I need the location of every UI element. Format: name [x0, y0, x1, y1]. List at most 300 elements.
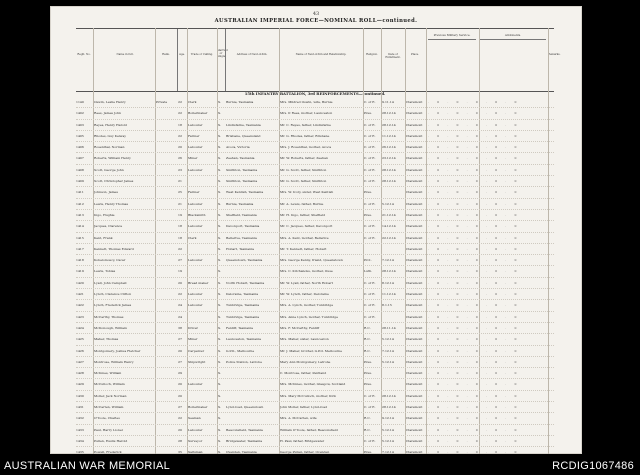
group-header-allotments: Allotments.: [480, 33, 546, 40]
cell-age: 18: [178, 224, 182, 229]
cell-date: 9.12.14: [382, 416, 394, 421]
cell-num: 1426: [76, 348, 84, 353]
cell-num: 1417: [76, 246, 84, 251]
table-row: [76, 255, 554, 266]
cell-nok: Mr. G. Scott, father, Smithton: [280, 179, 327, 184]
cell-address: Ovenden, Tasmania: [226, 450, 257, 454]
cell-num: 1409: [76, 179, 84, 184]
table-row: [76, 391, 554, 402]
cell-trade: Surveyor: [188, 438, 203, 443]
cell-religion: R.C.: [364, 427, 371, 432]
cell-religion: R.C.: [364, 325, 371, 330]
cell-name: Ingo, Hughie: [94, 212, 115, 217]
cell-place: Claremont: [406, 224, 423, 229]
cell-address: Launceston, Tasmania: [226, 337, 261, 342]
cell-age: 20: [178, 427, 182, 432]
cell-nok: John Moller, father, Lynd-road: [280, 405, 328, 410]
cell-num: 1422: [76, 303, 84, 308]
col-header-address: Address of Next-of-Kin.: [236, 53, 268, 56]
table-row: [76, 153, 554, 164]
cell-num: 1405: [76, 133, 84, 138]
cell-age: 22: [178, 111, 182, 116]
cell-service-marks: · 0 · 0 · 0 · 0 · 0: [428, 280, 521, 285]
cell-num: 1408: [76, 167, 84, 172]
col-header-age: Age.: [179, 53, 185, 56]
cell-age: 24: [178, 314, 182, 319]
cell-name: Montgomery, Joshua Fletcher: [94, 348, 141, 353]
cell-nok: Mrs. McInnes, mother, Glasgow, Scotland: [280, 382, 346, 387]
cell-address: Lynd-road, Queenstown: [226, 405, 264, 410]
cell-name: Rhodes, Guy Kelway: [94, 133, 127, 138]
unit-heading: 15th INFANTRY BATTALION, 3rd REINFORCEMENTS—continued.: [244, 91, 386, 96]
table-row: [76, 425, 554, 436]
cell-num: 1435: [76, 450, 84, 454]
table-row: [76, 266, 554, 277]
footer-record-id: RCDIG1067486: [552, 460, 634, 472]
cell-age: 26: [178, 156, 182, 161]
cell-place: Claremont: [406, 190, 423, 195]
cell-trade: Farmer: [188, 190, 200, 195]
cell-rank: Private: [156, 100, 168, 104]
cell-married: S.: [218, 337, 221, 342]
cell-religion: Pres.: [364, 371, 372, 376]
cell-religion: C. of E.: [364, 280, 376, 285]
cell-service-marks: · 0 · 0 · 0 · 0 · 0: [428, 450, 521, 454]
cell-trade: Driver: [188, 325, 199, 330]
cell-trade: Farmer: [188, 133, 200, 138]
cell-place: Claremont: [406, 258, 423, 263]
cell-name: McCulloch, William: [94, 382, 125, 387]
document-page: [50, 6, 582, 454]
cell-num: 1433: [76, 427, 84, 432]
cell-nok: Mr. W. Roberts, father, Zeehan: [280, 156, 328, 161]
cell-place: Claremont: [406, 348, 423, 353]
cell-married: S.: [218, 145, 221, 150]
cell-nok: Mrs. A. Kent, mother, Bellerive: [280, 235, 329, 240]
cell-name: Rosenthal, Norman: [94, 145, 125, 150]
cell-place: Claremont: [406, 337, 423, 342]
cell-trade: Labourer: [188, 303, 203, 308]
cell-name: Lewis, Tobias: [94, 269, 116, 274]
cell-num: 1411: [76, 190, 84, 195]
nominal-roll-table: [76, 97, 554, 454]
cell-religion: Pres.: [364, 190, 372, 195]
cell-service-marks: · 0 · 0 · 0 · 0 · 0: [428, 427, 521, 432]
cell-married: S.: [218, 438, 221, 443]
cell-age: 20: [178, 382, 182, 387]
cell-num: 1402: [76, 111, 84, 116]
col-header-rank: Rank.: [162, 53, 170, 56]
cell-married: S.: [218, 224, 221, 229]
cell-name: Johnson, James: [94, 190, 118, 195]
cell-married: S.: [218, 292, 221, 297]
cell-service-marks: · 0 · 0 · 0 · 0 · 0: [428, 122, 521, 127]
cell-num: 1414: [76, 224, 84, 229]
col-header-married: Married or Single.: [217, 49, 228, 59]
cell-name: Reyes, Henry Harold: [94, 122, 127, 127]
cell-place: Claremont: [406, 133, 423, 138]
cell-nok: Mrs. Mildred Oswin, wife, Burnie: [280, 100, 333, 104]
cell-date: 28.12.14: [382, 122, 396, 127]
cell-service-marks: · 0 · 0 · 0 · 0 · 0: [428, 100, 521, 104]
cell-name: McDonough, William: [94, 325, 127, 330]
col-header-date: Date of Enlistment.: [385, 53, 401, 60]
cell-address: Queenstown, Tasmania: [226, 258, 263, 263]
cell-nok: Mr. W. Lynch, father, Deloraine: [280, 292, 329, 297]
cell-date: 5.12.14: [382, 201, 394, 206]
cell-service-marks: · 0 · 0 · 0 · 0 · 0: [428, 156, 521, 161]
cell-age: 24: [178, 303, 182, 308]
cell-age: 18: [178, 122, 182, 127]
table-row: [76, 221, 554, 232]
cell-date: 28.12.14: [382, 167, 396, 172]
cell-place: Claremont: [406, 269, 423, 274]
cell-service-marks: · 0 · 0 · 0 · 0 · 0: [428, 235, 521, 240]
table-row: [76, 413, 554, 424]
cell-religion: C. of E.: [364, 122, 376, 127]
cell-age: 22: [178, 100, 182, 104]
cell-religion: Pres.: [364, 212, 372, 217]
cell-service-marks: · 0 · 0 · 0 · 0 · 0: [428, 145, 521, 150]
cell-religion: Pres.: [364, 111, 372, 116]
cell-address: Bellerive, Tasmania: [226, 235, 257, 240]
cell-nok: Mr. J. Maher, brother, G.P.O. Melbourne: [280, 348, 342, 353]
cell-nok: William O'Toole, father, Beaconsfield: [280, 427, 338, 432]
cell-religion: R.C.: [364, 348, 371, 353]
cell-num: 1423: [76, 314, 84, 319]
cell-address: Tunbridge, Tasmania: [226, 314, 260, 319]
footer-bar: [0, 457, 640, 475]
cell-address: Hobart, Tasmania: [226, 246, 254, 251]
cell-num: 1412: [76, 201, 84, 206]
cell-age: 28: [178, 438, 182, 443]
cell-date: 14.12.14: [382, 224, 396, 229]
cell-place: Claremont: [406, 111, 423, 116]
cell-age: 20: [178, 145, 182, 150]
cell-num: 1421: [76, 292, 84, 297]
cell-nok: Mr. A. Lewis, father, Burnie: [280, 201, 324, 206]
cell-date: 26.12.14: [382, 145, 396, 150]
cell-address: G.P.O., Melbourne: [226, 348, 255, 353]
cell-service-marks: · 0 · 0 · 0 · 0 · 0: [428, 359, 521, 364]
cell-nok: Mrs. A. Lynch, mother, Tunbridge: [280, 303, 334, 308]
table-row: [76, 436, 554, 447]
cell-date: 28.12.14: [382, 393, 396, 398]
cell-place: Claremont: [406, 280, 423, 285]
cell-num: 1434: [76, 438, 84, 443]
cell-service-marks: · 0 · 0 · 0 · 0 · 0: [428, 201, 521, 206]
table-row: [76, 120, 554, 131]
cell-service-marks: · 0 · 0 · 0 · 0 · 0: [428, 348, 521, 353]
table-row: [76, 142, 554, 153]
cell-service-marks: · 0 · 0 · 0 · 0 · 0: [428, 111, 521, 116]
cell-trade: Clerk: [188, 235, 197, 240]
cell-place: Claremont: [406, 450, 423, 454]
cell-trade: Saltsman: [188, 450, 203, 454]
cell-place: Claremont: [406, 405, 423, 410]
cell-place: Claremont: [406, 382, 423, 387]
cell-religion: C. of E.: [364, 438, 376, 443]
cell-married: S.: [218, 133, 221, 138]
cell-nok: Mrs. A. McCarten, wife: [280, 416, 317, 421]
cell-num: 1431: [76, 405, 84, 410]
cell-address: Beaconsfield, Tasmania: [226, 427, 263, 432]
cell-date: 7.12.14: [382, 258, 394, 263]
cell-address: Zeehan, Tasmania: [226, 156, 255, 161]
cell-married: S.: [218, 156, 221, 161]
cell-married: S.: [218, 450, 221, 454]
cell-date: 5.12.14: [382, 438, 394, 443]
cell-service-marks: · 0 · 0 · 0 · 0 · 0: [428, 393, 521, 398]
cell-date: 5.12.14: [382, 427, 394, 432]
cell-place: Claremont: [406, 438, 423, 443]
cell-date: 8.12.14: [382, 280, 394, 285]
cell-trade: Clerk: [188, 100, 197, 104]
cell-nok: Mr. T. Kennett, father, Hobart: [280, 246, 327, 251]
cell-service-marks: · 0 · 0 · 0 · 0 · 0: [428, 325, 521, 330]
cell-service-marks: · 0 · 0 · 0 · 0 · 0: [428, 438, 521, 443]
cell-nok: Mr. C. Reyes, father, Lindisfarne: [280, 122, 331, 127]
cell-date: 8.1.15: [382, 303, 392, 308]
cell-service-marks: · 0 · 0 · 0 · 0 · 0: [428, 212, 521, 217]
cell-service-marks: · 0 · 0 · 0 · 0 · 0: [428, 292, 521, 297]
cell-age: 22: [178, 292, 182, 297]
cell-trade: Labourer: [188, 382, 203, 387]
cell-married: S.: [218, 393, 221, 398]
cell-place: Claremont: [406, 325, 423, 330]
cell-religion: C. of E.: [364, 224, 376, 229]
cell-address: Police Station, Latrobe: [226, 359, 262, 364]
cell-date: 11.12.14: [382, 133, 396, 138]
table-row: [76, 97, 554, 108]
cell-service-marks: · 0 · 0 · 0 · 0 · 0: [428, 303, 521, 308]
table-row: [76, 131, 554, 142]
cell-service-marks: · 0 · 0 · 0 · 0 · 0: [428, 269, 521, 274]
cell-address: Sheffield, Tasmania: [226, 212, 257, 217]
cell-date: 7.12.14: [382, 450, 394, 454]
cell-date: 22.12.14: [382, 235, 396, 240]
cell-date: 5.12.14: [382, 359, 394, 364]
cell-age: 27: [178, 405, 182, 410]
cell-name: Kennett, Thomas Edward: [94, 246, 134, 251]
cell-name: Roberts, William Henry: [94, 156, 131, 161]
cell-married: S.: [218, 405, 221, 410]
cell-religion: Pres.: [364, 450, 372, 454]
cell-trade: Labourer: [188, 427, 203, 432]
cell-religion: Pres.: [364, 382, 372, 387]
cell-num: 1424: [76, 325, 84, 330]
col-header-name: Name in full.: [116, 53, 134, 56]
cell-trade: Carpenter: [188, 348, 205, 353]
cell-religion: Pres.: [364, 359, 372, 364]
cell-address: Smithton, Tasmania: [226, 167, 258, 172]
cell-name: Jacques, Clarence: [94, 224, 123, 229]
cell-num: 1428: [76, 371, 84, 376]
col-header-num: Regtl. No.: [77, 53, 91, 56]
cell-age: 29: [178, 371, 182, 376]
cell-address: Bridgewater, Tasmania: [226, 438, 263, 443]
cell-trade: Seaman: [188, 416, 201, 421]
cell-religion: R.C.: [364, 337, 371, 342]
cell-place: Claremont: [406, 292, 423, 297]
cell-religion: C. of E.: [364, 201, 376, 206]
cell-age: 20: [178, 393, 182, 398]
cell-place: Claremont: [406, 122, 423, 127]
cell-trade: Miner: [188, 156, 198, 161]
cell-nok: Mr. H. Ingo, father, Sheffield: [280, 212, 326, 217]
cell-address: Deloraine, Tasmania: [226, 292, 259, 297]
cell-religion: R.C.: [364, 416, 371, 421]
cell-service-marks: · 0 · 0 · 0 · 0 · 0: [428, 382, 521, 387]
cell-name: Lynch, Clarence Clifton: [94, 292, 132, 297]
cell-nok: Mrs. J. Rosenthal, mother, Avoca: [280, 145, 332, 150]
cell-married: S.: [218, 416, 221, 421]
table-row: [76, 289, 554, 300]
table-row: [76, 244, 554, 255]
cell-religion: C. of E.: [364, 133, 376, 138]
cell-religion: C. of E.: [364, 405, 376, 410]
cell-name: Oswin, Leslie Henry: [94, 100, 126, 104]
table-row: [76, 312, 554, 323]
cell-date: 21.12.14: [382, 212, 396, 217]
cell-married: S.: [218, 427, 221, 432]
table-row: [76, 346, 554, 357]
cell-date: 28.12.14: [382, 269, 396, 274]
cell-nok: Mr. W. Lyall, father, North Hobart: [280, 280, 333, 285]
cell-name: O'Toole, Charles: [94, 416, 120, 421]
table-row: [76, 233, 554, 244]
cell-married: S.: [218, 303, 221, 308]
cell-age: 22: [178, 416, 182, 421]
cell-age: 35: [178, 450, 182, 454]
cell-date: 5.12.14: [382, 337, 394, 342]
cell-service-marks: · 0 · 0 · 0 · 0 · 0: [428, 405, 521, 410]
cell-service-marks: · 0 · 0 · 0 · 0 · 0: [428, 179, 521, 184]
cell-service-marks: · 0 · 0 · 0 · 0 · 0: [428, 258, 521, 263]
cell-religion: C. of E.: [364, 235, 376, 240]
cell-age: 22: [178, 246, 182, 251]
cell-service-marks: · 0 · 0 · 0 · 0 · 0: [428, 167, 521, 172]
cell-num: 1419: [76, 269, 84, 274]
cell-place: Claremont: [406, 359, 423, 364]
cell-place: Claremont: [406, 393, 423, 398]
cell-num: 1140: [76, 100, 84, 104]
cell-service-marks: · 0 · 0 · 0 · 0 · 0: [428, 224, 521, 229]
cell-address: North Hobart, Tasmania: [226, 280, 265, 285]
cell-married: S.: [218, 235, 221, 240]
col-header-trade: Trade or Calling.: [190, 53, 214, 56]
cell-married: S.: [218, 122, 221, 127]
cell-religion: C. of E.: [364, 179, 376, 184]
page-title: AUSTRALIAN IMPERIAL FORCE—NOMINAL ROLL—continued.: [214, 18, 418, 24]
cell-place: Claremont: [406, 427, 423, 432]
cell-married: S.: [218, 190, 221, 195]
cell-address: Avoca, Victoria: [226, 145, 250, 150]
cell-nok: George Pullen, father, Ovenden: [280, 450, 330, 454]
cell-trade: Labourer: [188, 292, 203, 297]
cell-nok: Mr. C. Jacques, father, Devonport: [280, 224, 333, 229]
cell-name: Maher, Thomas: [94, 337, 119, 342]
table-row: [76, 323, 554, 334]
table-row: [76, 210, 554, 221]
table-row: [76, 334, 554, 345]
cell-date: 23.12.14: [382, 156, 396, 161]
cell-service-marks: · 0 · 0 · 0 · 0 · 0: [428, 371, 521, 376]
cell-num: 1430: [76, 393, 84, 398]
cell-date: 28.12.14: [382, 179, 396, 184]
cell-address: Tunbridge, Tasmania: [226, 303, 260, 308]
table-header: [76, 28, 561, 92]
cell-num: 1406: [76, 145, 84, 150]
cell-place: Claremont: [406, 235, 423, 240]
cell-nok: Mrs. C. Kitchanoks, mother, Ouse: [280, 269, 333, 274]
cell-trade: Shipwright: [188, 359, 206, 364]
cell-place: Claremont: [406, 314, 423, 319]
cell-nok: Mary Ann Montgomery, Latrobe: [280, 359, 331, 364]
cell-num: 1418: [76, 258, 84, 263]
cell-name: Lewis, Henry Thomas: [94, 201, 129, 206]
cell-married: S.: [218, 212, 221, 217]
cell-nok: Mr. G. Rhodes, father, Brisbane: [280, 133, 330, 138]
cell-name: Paul, Harry Lionel: [94, 427, 123, 432]
cell-name: McCarthy, Thomas: [94, 314, 124, 319]
cell-name: McCarten, William: [94, 405, 124, 410]
cell-religion: C. of E.: [364, 303, 376, 308]
cell-age: 20: [178, 280, 182, 285]
table-row: [76, 357, 554, 368]
cell-service-marks: · 0 · 0 · 0 · 0 · 0: [428, 190, 521, 195]
cell-married: S.: [218, 246, 221, 251]
cell-service-marks: · 0 · 0 · 0 · 0 · 0: [428, 337, 521, 342]
cell-nok: H. Paul, father, Bridgewater: [280, 438, 325, 443]
cell-place: Claremont: [406, 416, 423, 421]
cell-date: 9.11.14: [382, 100, 394, 104]
cell-name: Rees, James John: [94, 111, 122, 116]
table-row: [76, 165, 554, 176]
cell-religion: C. of E.: [364, 292, 376, 297]
cell-place: Claremont: [406, 145, 423, 150]
table-row: [76, 187, 554, 198]
cell-trade: Bread maker: [188, 280, 209, 285]
cell-num: 1427: [76, 359, 84, 364]
cell-address: Devonport, Tasmania: [226, 224, 260, 229]
cell-num: 1415: [76, 235, 84, 240]
cell-num: 1403: [76, 122, 84, 127]
cell-nok: Mrs. F. McCarthy, Fentiff: [280, 325, 320, 330]
cell-nok: Mrs. Anne Lynch, mother, Tunbridge: [280, 314, 338, 319]
cell-married: S.: [218, 359, 221, 364]
cell-place: Claremont: [406, 303, 423, 308]
col-header-nok: Name of Next-of-Kin and Relationship.: [295, 53, 347, 56]
cell-age: 20: [178, 348, 182, 353]
cell-address: Smithton, Tasmania: [226, 179, 258, 184]
cell-trade: Blacksmith: [188, 212, 206, 217]
cell-service-marks: · 0 · 0 · 0 · 0 · 0: [428, 133, 521, 138]
cell-place: Claremont: [406, 371, 423, 376]
cell-trade: Labourer: [188, 224, 203, 229]
cell-place: Claremont: [406, 212, 423, 217]
cell-married: S.: [218, 167, 221, 172]
cell-religion: C. of E.: [364, 100, 376, 104]
cell-trade: Boilermaker: [188, 405, 208, 410]
cell-service-marks: · 0 · 0 · 0 · 0 · 0: [428, 416, 521, 421]
cell-married: S.: [218, 100, 221, 104]
cell-age: 21: [178, 201, 182, 206]
cell-address: Brisbane, Queensland: [226, 133, 261, 138]
cell-num: 1429: [76, 382, 84, 387]
cell-name: Kobelomoscy, Oscar: [94, 258, 126, 263]
table-row: [76, 199, 554, 210]
